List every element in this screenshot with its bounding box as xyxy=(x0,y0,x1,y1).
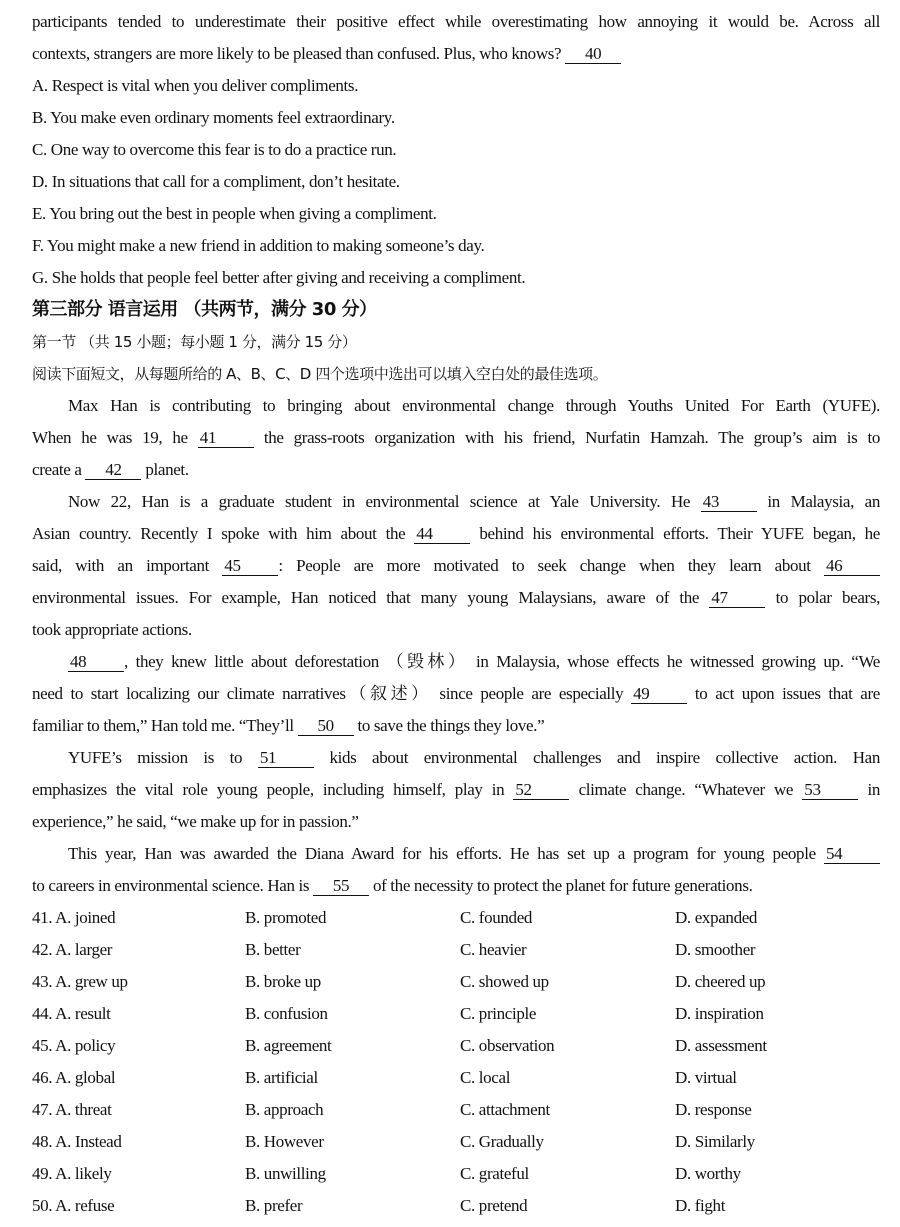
text-segment: need to start localizing our climate narratives（叙述） since people are especially xyxy=(32,684,632,703)
option-choice: B. agreement xyxy=(245,1036,332,1055)
option-choice: D. worthy xyxy=(675,1164,741,1183)
question-options-row xyxy=(32,1158,880,1190)
text-segment: climate change. “Whatever we xyxy=(569,780,803,799)
text-segment: E. You bring out the best in people when giving a compliment. xyxy=(32,204,437,223)
option-choice: D. response xyxy=(675,1100,752,1119)
option-choice: 41. A. joined xyxy=(32,908,116,927)
text-segment: contexts, strangers are more likely to be pleased than confused. Plus, who knows? xyxy=(32,44,566,63)
text-segment: to polar bears, xyxy=(765,588,880,607)
question-options-row xyxy=(32,1094,880,1126)
text-line xyxy=(32,326,880,358)
text-segment: C. One way to overcome this fear is to do a practice run. xyxy=(32,140,397,159)
text-segment: of the necessity to protect the planet for future generations. xyxy=(369,876,753,895)
option-choice: C. heavier xyxy=(460,940,527,959)
option-choice: C. attachment xyxy=(460,1100,550,1119)
option-choice: B. promoted xyxy=(245,908,327,927)
text-line xyxy=(32,742,880,774)
answer-blank: 48 xyxy=(68,653,124,672)
text-segment: kids about environmental challenges and inspire collective action. Han xyxy=(313,748,880,767)
option-choice: D. Similarly xyxy=(675,1132,755,1151)
question-options-row xyxy=(32,998,880,1030)
text-line xyxy=(32,486,880,518)
text-segment: YUFE’s mission is to xyxy=(68,748,258,767)
answer-options xyxy=(32,902,880,1222)
option-choice: D. virtual xyxy=(675,1068,737,1087)
text-segment: F. You might make a new friend in addition to making someone’s day. xyxy=(32,236,485,255)
answer-blank: 53 xyxy=(802,781,858,800)
passage-text xyxy=(32,6,880,902)
text-line xyxy=(32,6,880,38)
option-choice: C. showed up xyxy=(460,972,549,991)
text-segment: behind his environmental efforts. Their YUFE began, he xyxy=(470,524,880,543)
text-segment: the grass-roots organization with his friend, Nurfatin Hamzah. The group’s aim is to xyxy=(253,428,880,447)
text-segment: emphasizes the vital role young people, including himself, play in xyxy=(32,780,514,799)
answer-blank: 51 xyxy=(258,749,314,768)
question-options-row xyxy=(32,966,880,998)
option-choice: B. better xyxy=(245,940,301,959)
text-segment: in Malaysia, an xyxy=(756,492,880,511)
option-choice: C. principle xyxy=(460,1004,537,1023)
option-choice: 47. A. threat xyxy=(32,1100,112,1119)
question-options-row xyxy=(32,1062,880,1094)
answer-blank: 42 xyxy=(85,461,141,480)
text-segment: create a xyxy=(32,460,86,479)
text-line xyxy=(32,582,880,614)
option-choice: C. Gradually xyxy=(460,1132,544,1151)
text-segment: This year, Han was awarded the Diana Award for his efforts. He has set up a program for young people xyxy=(68,844,824,863)
option-choice: B. unwilling xyxy=(245,1164,326,1183)
exam-page xyxy=(32,6,880,1222)
text-segment: familiar to them,” Han told me. “They’ll xyxy=(32,716,298,735)
option-choice: 49. A. likely xyxy=(32,1164,112,1183)
text-segment: said, with an important xyxy=(32,556,223,575)
option-choice: D. fight xyxy=(675,1196,726,1215)
text-line xyxy=(32,134,880,166)
answer-blank: 49 xyxy=(631,685,687,704)
option-choice: C. observation xyxy=(460,1036,555,1055)
text-segment: G. She holds that people feel better after giving and receiving a compliment. xyxy=(32,268,526,287)
text-segment: Asian country. Recently I spoke with him about the xyxy=(32,524,415,543)
answer-blank: 52 xyxy=(513,781,569,800)
answer-blank: 55 xyxy=(313,877,369,896)
text-segment: 阅读下面短文，从每题所给的 A、B、C、D 四个选项中选出可以填入空白处的最佳选项。 xyxy=(32,365,608,383)
text-segment: Max Han is contributing to bringing about environmental change through Youths United For Earth (YUFE). xyxy=(68,396,880,415)
text-line xyxy=(32,262,880,294)
answer-blank: 45 xyxy=(222,557,278,576)
text-line xyxy=(32,422,880,454)
text-line xyxy=(32,166,880,198)
text-line xyxy=(32,614,880,646)
option-choice: D. expanded xyxy=(675,908,758,927)
option-choice: C. local xyxy=(460,1068,511,1087)
text-segment: took appropriate actions. xyxy=(32,620,192,639)
text-segment: planet. xyxy=(141,460,189,479)
answer-blank: 43 xyxy=(701,493,757,512)
option-choice: B. approach xyxy=(245,1100,324,1119)
text-line xyxy=(32,70,880,102)
text-segment: : People are more motivated to seek change when they learn about xyxy=(278,556,824,575)
text-segment: in xyxy=(858,780,880,799)
text-line xyxy=(32,774,880,806)
text-line xyxy=(32,870,880,902)
text-line xyxy=(32,550,880,582)
text-segment: environmental issues. For example, Han noticed that many young Malaysians, aware of the xyxy=(32,588,710,607)
option-choice: B. prefer xyxy=(245,1196,303,1215)
text-line xyxy=(32,102,880,134)
text-line xyxy=(32,230,880,262)
option-choice: B. However xyxy=(245,1132,324,1151)
text-segment: 第三部分 语言运用 （共两节，满分 30 分） xyxy=(32,299,377,320)
text-line xyxy=(32,838,880,870)
question-options-row xyxy=(32,1126,880,1158)
option-choice: 48. A. Instead xyxy=(32,1132,122,1151)
answer-blank: 47 xyxy=(709,589,765,608)
text-line xyxy=(32,38,880,70)
option-choice: B. confusion xyxy=(245,1004,328,1023)
option-choice: B. broke up xyxy=(245,972,321,991)
option-choice: D. cheered up xyxy=(675,972,766,991)
text-line xyxy=(32,390,880,422)
text-segment: to act upon issues that are xyxy=(687,684,880,703)
section-heading xyxy=(32,294,880,326)
text-segment: D. In situations that call for a compliment, don’t hesitate. xyxy=(32,172,400,191)
option-choice: 44. A. result xyxy=(32,1004,111,1023)
text-segment: participants tended to underestimate their positive effect while overestimating how annoying it would be. Across all xyxy=(32,12,880,31)
option-choice: 43. A. grew up xyxy=(32,972,128,991)
option-choice: 42. A. larger xyxy=(32,940,113,959)
question-options-row xyxy=(32,902,880,934)
text-line xyxy=(32,710,880,742)
question-options-row xyxy=(32,1190,880,1222)
option-choice: 45. A. policy xyxy=(32,1036,116,1055)
text-line xyxy=(32,358,880,390)
option-choice: D. smoother xyxy=(675,940,756,959)
text-line xyxy=(32,518,880,550)
question-options-row xyxy=(32,1030,880,1062)
answer-blank: 54 xyxy=(824,845,880,864)
answer-blank: 40 xyxy=(565,45,621,64)
option-choice: C. pretend xyxy=(460,1196,528,1215)
text-line xyxy=(32,646,880,678)
option-choice: D. inspiration xyxy=(675,1004,764,1023)
answer-blank: 44 xyxy=(414,525,470,544)
text-segment: Now 22, Han is a graduate student in environmental science at Yale University. He xyxy=(68,492,701,511)
option-choice: C. grateful xyxy=(460,1164,529,1183)
text-segment: to careers in environmental science. Han is xyxy=(32,876,314,895)
option-choice: 46. A. global xyxy=(32,1068,116,1087)
answer-blank: 46 xyxy=(824,557,880,576)
text-segment: to save the things they love.” xyxy=(353,716,545,735)
option-choice: 50. A. refuse xyxy=(32,1196,115,1215)
text-line xyxy=(32,806,880,838)
question-options-row xyxy=(32,934,880,966)
text-line xyxy=(32,454,880,486)
text-line xyxy=(32,678,880,710)
text-segment: When he was 19, he xyxy=(32,428,198,447)
text-segment: , they knew little about deforestation （毁林） in Malaysia, whose effects he witnessed growing up. “We xyxy=(124,652,880,671)
option-choice: D. assessment xyxy=(675,1036,767,1055)
text-segment: 第一节 （共 15 小题；每小题 1 分，满分 15 分） xyxy=(32,333,357,351)
text-segment: experience,” he said, “we make up for in passion.” xyxy=(32,812,359,831)
text-line xyxy=(32,198,880,230)
answer-blank: 50 xyxy=(298,717,354,736)
text-segment: A. Respect is vital when you deliver compliments. xyxy=(32,76,359,95)
option-choice: C. founded xyxy=(460,908,533,927)
text-segment: B. You make even ordinary moments feel extraordinary. xyxy=(32,108,395,127)
option-choice: B. artificial xyxy=(245,1068,318,1087)
answer-blank: 41 xyxy=(198,429,254,448)
